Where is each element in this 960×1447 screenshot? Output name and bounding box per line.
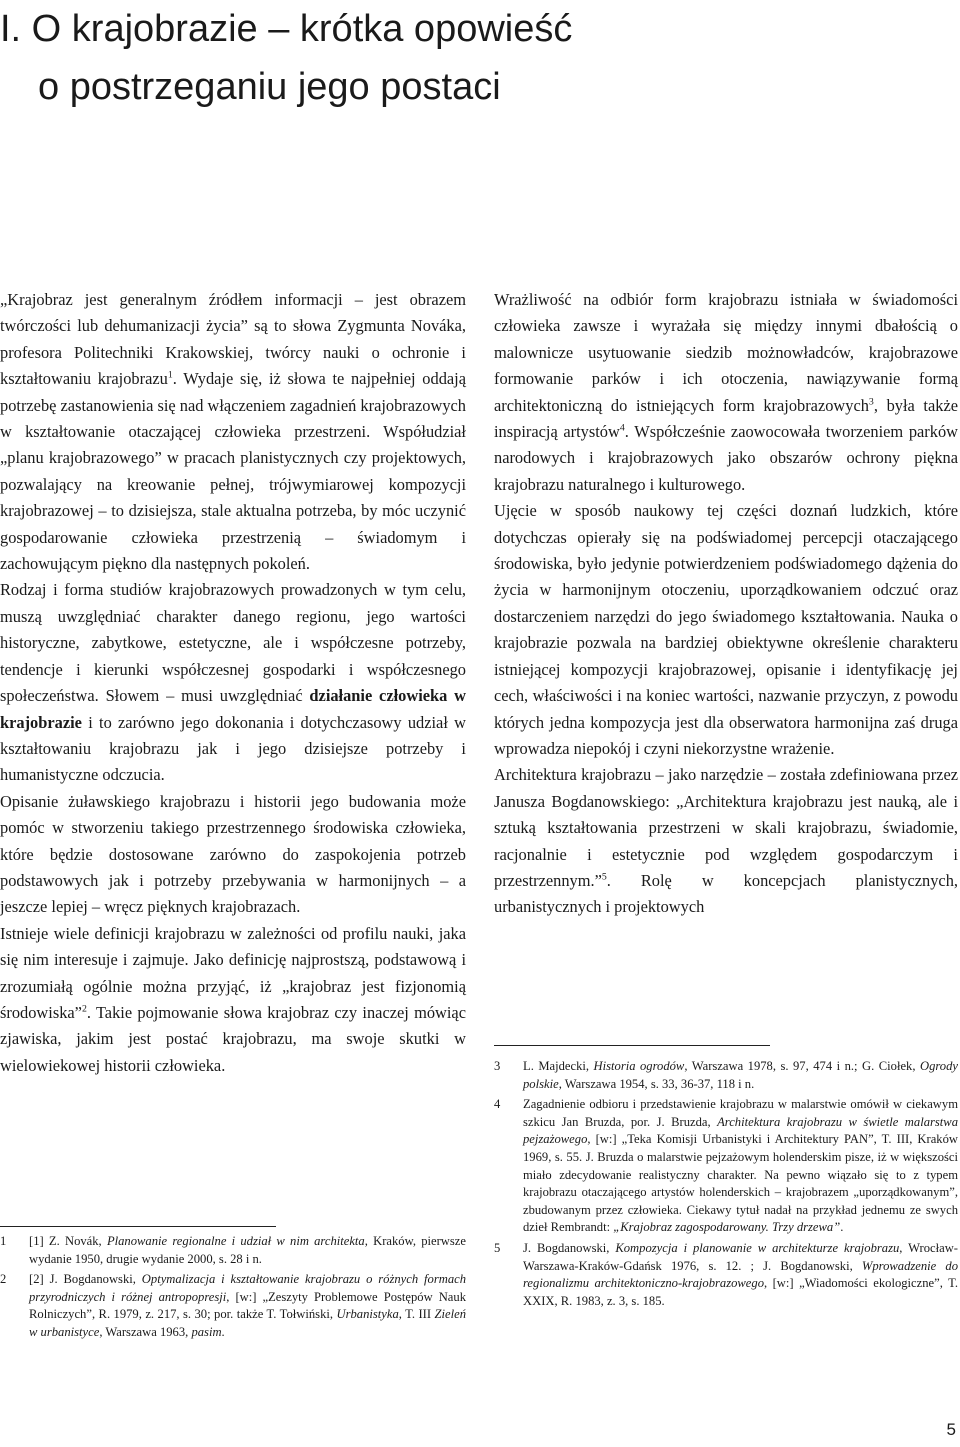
footnote-number: 5	[494, 1240, 501, 1255]
footnote-ref[interactable]: 1	[167, 369, 173, 381]
chapter-title-line-2: o postrzeganiu jego postaci	[38, 66, 501, 108]
footnote: 4 Zagadnienie odbioru i przedstawienie krajobrazu w malarstwie omówił w ciekawym szkicu Jan Bruzda, por. J. Bruzda, Architektura krajobrazu w świetle malarstwa pejzażowego, [w:] „Teka Komisji Urbanistyki i Architektury PAN”, T. III, Kraków 1969, s. 55. J. Bruzda o malarstwie pejzażowym holenderskim pisze, iż w większości miało zdecydowanie realistyczny charakter. Na pewno wiązało się to z typem krajobrazu otaczającego artystów holenderskich – krajobrazem „uporządkowanym”, zbudowanym przez człowieka. Ciekawy tytuł nadał na przykład jednemu ze swych dzieł Rembrandt: „Krajobraz zagospodarowany. Trzy drzewa”.	[494, 1097, 958, 1235]
chapter-title-line-1: I. O krajobrazie – krótka opowieść	[0, 8, 573, 50]
paragraph: „Krajobraz jest generalnym źródłem informacji – jest obrazem twórczości lub dehumanizacji życia” są to słowa Zygmunta Nováka, profesora Politechniki Krakowskiej, twórcy nauki o ochronie i kształtowaniu krajobrazu$^1$. Wydaje się, iż słowa te najpełniej oddają potrzebę zastanowienia się nad włączeniem zagadnień krajobrazowych w kształtowanie otaczającej człowieka przestrzeni. Współudział „planu krajobrazowego” w pracach planistycznych czy projektowych, pozwalający na kreowanie pełnej, trójwymiarowej kompozycji krajobrazowej – to dzisiejsza, stale aktualna potrzeba, by móc uczynić gospodarowanie człowieka przestrzenią – świadomym i zachowującym piękno dla następnych pokoleń.	[0, 290, 466, 574]
paragraph: Opisanie żuławskiego krajobrazu i historii jego budowania może pomóc w stworzeniu takiego przestrzennego środowiska człowieka, które będzie dostosowane zarówno do zaspokojenia potrzeb podstawowych jak i potrzeby przebywania w harmonijnych – a jeszcze lepiej – wręcz pięknych krajobrazach.	[0, 791, 466, 917]
emphasis: działanie człowieka w krajobrazie	[0, 686, 466, 732]
footnote-number: 1	[0, 1234, 7, 1248]
paragraph: Ujęcie w sposób naukowy tej części doznań ludzkich, które dotychczas opierały się na podświadomej percepcji otaczającego środowiska, było jedynie potwierdzeniem podświadomego dążenia do życia w harmonijnym otoczeniu, uporządkowaniem odczuć oraz dostarczeniem narzędzi do jego świadomego kształtowania. Nauka o krajobrazie pozwala na bardziej obiektywne określenie charakteru istniejącej kompozycji krajobrazowej, opisanie i identyfikację jej cech, właściwości i na koniec wartości, nazwanie przyczyn, z powodu których jedna kompozycja jest dla obserwatora harmonijna zaś druga wprowadza niepokój i czyni niekorzystne wrażenie.	[494, 501, 958, 758]
footnote-divider	[0, 1226, 276, 1227]
footnote: 2 [2] J. Bogdanowski, Optymalizacja i kształtowanie krajobrazu o różnych formach przyrodniczych i różnej antropopresji, [w:] „Zeszyty Problemowe Postępów Nauk Rolniczych”, R. 1979, z. 217, s. 30; por. także T. Tołwiński, Urbanistyka, T. III Zieleń w urbanistyce, Warszawa 1963, pasim.	[0, 1272, 467, 1339]
footnote-ref[interactable]: 3	[868, 396, 874, 408]
footnote-ref[interactable]: 5	[601, 871, 607, 883]
footnote-divider	[494, 1045, 770, 1046]
footnote: 3 L. Majdecki, Historia ogrodów, Warszawa 1978, s. 97, 474 i n.; G. Ciołek, Ogrody polskie, Warszawa 1954, s. 33, 36-37, 118 i n.	[494, 1059, 958, 1091]
footnote: 1 [1] Z. Novák, Planowanie regionalne i udział w nim architekta, Kraków, pierwsze wydanie 1950, drugie wydanie 2000, s. 28 i n.	[0, 1234, 466, 1266]
footnote-number: 4	[494, 1097, 501, 1112]
footnote-number: 2	[0, 1272, 7, 1287]
footnotes-right	[494, 1058, 958, 1313]
paragraph: Istnieje wiele definicji krajobrazu w zależności od profilu nauki, jaka się nim interesuje i zajmuje. Jako definicję najprostszą, podstawową i zrozumiałą ogólnie można przyjąć, iż „krajobraz jest fizjonomią środowiska”$^2$. Takie pojmowanie słowa krajobraz czy inaczej mówiąc zjawiska, jakim jest postać krajobrazu, ma swoje skutki w wielowiekowej historii człowieka.	[0, 923, 466, 1075]
footnotes-left	[0, 1233, 466, 1345]
footnote-number: 3	[494, 1059, 501, 1073]
page-number: 5	[946, 1420, 956, 1439]
paragraph: Wrażliwość na odbiór form krajobrazu istniała w świadomości człowieka zawsze i wyrażała się między innymi dbałością o malownicze usytuowanie siedzib możnowładców, krajobrazowe formowanie parków i ich otoczenia, nawiązywanie formą architektoniczną do istniejących form krajobrazowych$^3$, była także inspiracją artystów$^4$. Współcześnie zaowocowała tworzeniem parków narodowych i krajobrazowych jako obszarów ochrony piękna krajobrazu naturalnego i kulturowego.	[494, 290, 958, 494]
text-column-right	[494, 287, 958, 921]
paragraph: Architektura krajobrazu – jako narzędzie – została zdefiniowana przez Janusza Bogdanowskiego: „Architektura krajobrazu jest nauką, ale i sztuką kształtowania przestrzeni w skali krajobrazu, świadomie, racjonalnie i estetycznie pod względem gospodarczym i przestrzennym.”$^5$. Rolę w koncepcjach planistycznych, urbanistycznych i projektowych	[494, 765, 958, 917]
chapter-title	[0, 0, 940, 116]
footnote-ref[interactable]: 4	[619, 422, 625, 434]
footnote-ref[interactable]: 2	[81, 1003, 87, 1015]
footnote: 5 J. Bogdanowski, Kompozycja i planowanie w architekturze krajobrazu, Wrocław-Warszawa-Kraków-Gdańsk 1976, s. 12. ; J. Bogdanowski, Wprowadzenie do regionalizmu architektoniczno-krajobrazowego, [w:] „Wiadomości ekologiczne”, T. XXIX, R. 1983, z. 3, s. 185.	[494, 1240, 958, 1308]
paragraph: Rodzaj i forma studiów krajobrazowych prowadzonych w tym celu, muszą uwzględniać charakter danego regionu, jego wartości historyczne, zabytkowe, estetyczne, ale i współczesne potrzeby, tendencje i kierunki współczesnej gospodarki i współczesnego społeczeństwa. Słowem – musi uwzględniać działanie człowieka w krajobrazie i to zarówno jego dokonania i dotychczasowy udział w kształtowaniu krajobrazu jak i jego dzisiejsze potrzeby i humanistyczne odczucia.	[0, 580, 466, 785]
text-column-left	[0, 287, 466, 1079]
